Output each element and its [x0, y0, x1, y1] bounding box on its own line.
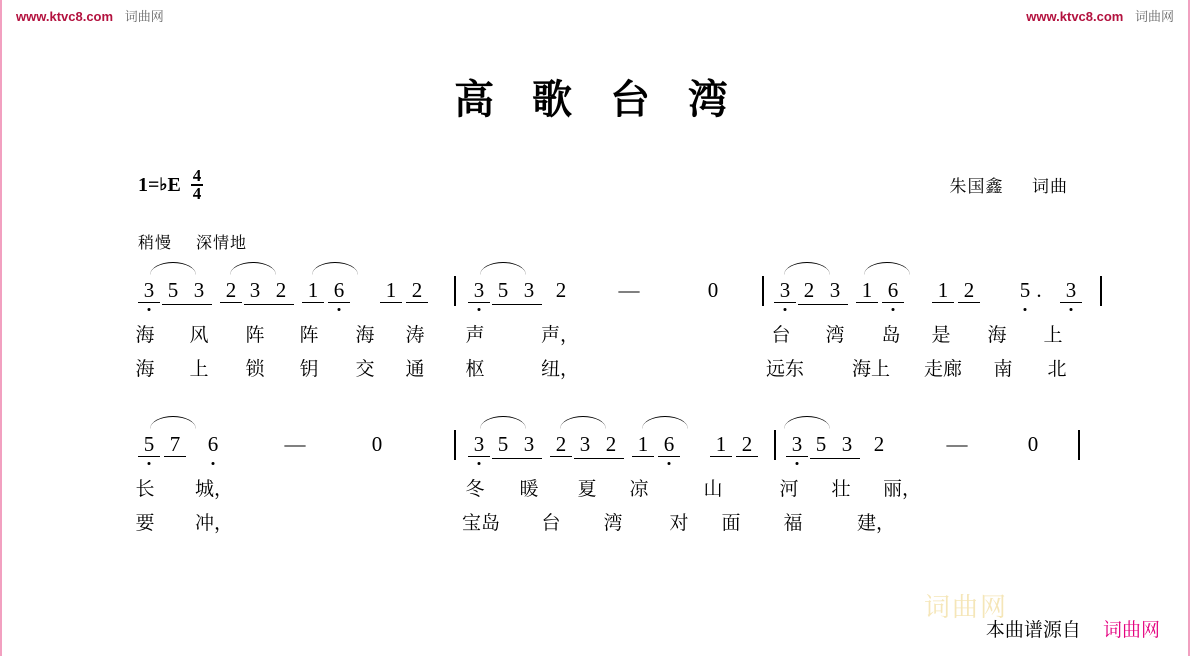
lyric: 建，: [856, 512, 895, 534]
lyric: 湾: [825, 324, 845, 346]
note: 6: [328, 278, 350, 303]
note: 2: [550, 432, 572, 457]
watermark-site-name: 词曲网: [124, 9, 164, 24]
note-rest: 0: [1027, 432, 1039, 456]
lyric: 走廊: [923, 358, 962, 380]
composer-role: 词曲: [1032, 177, 1068, 196]
lyric: 凉: [629, 478, 649, 500]
note: 6: [882, 278, 904, 303]
note-dash: —: [284, 432, 306, 456]
note-rest: 0: [371, 432, 383, 456]
tempo-speed: 稍慢: [138, 235, 173, 252]
lyric-row-1-verse1: [2, 320, 1190, 346]
note: 5: [497, 432, 509, 456]
lyric: 城，: [194, 478, 233, 500]
meter-denominator: 4: [192, 184, 202, 204]
lyric: 冬: [465, 478, 485, 500]
note: 2: [275, 278, 287, 302]
barline: [762, 276, 764, 306]
watermark-site-name: 词曲网: [1134, 9, 1174, 24]
note: 3: [193, 278, 205, 302]
note: 1: [380, 278, 402, 303]
note: 3: [841, 432, 853, 456]
note: 7: [164, 432, 186, 457]
note: 3: [774, 278, 796, 303]
lyric-row-2-verse2: [2, 508, 1190, 534]
barline: [1078, 430, 1080, 460]
lyric: 福: [783, 512, 803, 534]
note: 3: [829, 278, 841, 302]
note: 6: [202, 432, 224, 456]
lyric: 暖: [519, 478, 539, 500]
beam-group: [798, 278, 848, 302]
beam-group: [162, 278, 212, 302]
lyric: 台: [771, 324, 791, 346]
lyric: 是: [931, 324, 951, 346]
lyric-row-2-verse1: [2, 474, 1190, 500]
note: 6: [658, 432, 680, 457]
note: 2: [406, 278, 428, 303]
meter-numerator: 4: [192, 166, 202, 185]
lyric: 河: [779, 478, 799, 500]
note-dash: —: [946, 432, 968, 456]
beam-group: [492, 432, 542, 456]
lyric: 壮: [831, 478, 851, 500]
slur-icon: [150, 262, 196, 275]
watermark-right: [1026, 6, 1174, 25]
lyric: 风: [189, 324, 209, 346]
note: 1: [932, 278, 954, 303]
slur-icon: [864, 262, 910, 275]
lyric: 面: [721, 512, 741, 534]
footer-credit: [986, 615, 1160, 642]
note: 2: [736, 432, 758, 457]
lyric: 海上: [851, 358, 890, 380]
lyric: 丽，: [882, 478, 921, 500]
note: 3: [523, 278, 535, 302]
lyric: 声: [465, 324, 485, 346]
lyric: 远东: [765, 358, 804, 380]
flat-symbol: ♭: [159, 175, 168, 195]
lyric: 海: [135, 358, 155, 380]
lyric: 交: [355, 358, 375, 380]
note: 5: [167, 278, 179, 302]
tempo-marking: [138, 230, 247, 253]
lyric: 湾: [603, 512, 623, 534]
note: 5: [1014, 278, 1036, 302]
footer-site-link[interactable]: 词曲网: [1102, 619, 1160, 641]
beam-group: [574, 432, 624, 456]
note: 3: [579, 432, 591, 456]
note: 3: [1060, 278, 1082, 303]
key-signature: [138, 168, 203, 202]
lyric: 冲，: [194, 512, 233, 534]
slur-icon: [480, 262, 526, 275]
lyric: 北: [1047, 358, 1067, 380]
lyric-row-1-verse2: [2, 354, 1190, 380]
lyric: 通: [405, 358, 425, 380]
note: 3: [523, 432, 535, 456]
tempo-mood: 深情地: [196, 235, 248, 252]
lyric: 锁: [245, 358, 265, 380]
slur-icon: [230, 262, 276, 275]
slur-icon: [480, 416, 526, 429]
composer-name: 朱国鑫: [949, 177, 1004, 196]
time-signature: [191, 168, 204, 202]
footer-source-label: 本曲谱源自: [985, 619, 1081, 641]
note: 2: [605, 432, 617, 456]
lyric: 要: [135, 512, 155, 534]
key-note: E: [167, 173, 181, 196]
dot-duration: .: [1036, 278, 1042, 302]
beam-group: [244, 278, 294, 302]
note: 5: [138, 432, 160, 457]
slur-icon: [784, 416, 830, 429]
lyric: 上: [1043, 324, 1063, 346]
note: 5: [497, 278, 509, 302]
lyric: 海: [987, 324, 1007, 346]
note: 3: [786, 432, 808, 457]
barline: [454, 276, 456, 306]
note: 2: [803, 278, 815, 302]
lyric: 阵: [299, 324, 319, 346]
lyric: 声，: [540, 324, 579, 346]
footer-watermark-text: 词曲网: [923, 593, 1008, 623]
lyric: 海: [135, 324, 155, 346]
lyric: 上: [189, 358, 209, 380]
lyric: 南: [993, 358, 1013, 380]
note: 3: [138, 278, 160, 303]
lyric: 夏: [577, 478, 597, 500]
page-title: 高 歌 台 湾: [454, 76, 740, 123]
composer-credit: [950, 172, 1069, 197]
lyric: 长: [135, 478, 155, 500]
lyric: 海: [355, 324, 375, 346]
lyric: 涛: [405, 324, 425, 346]
note: 1: [856, 278, 878, 303]
lyric: 山: [703, 478, 723, 500]
note: 2: [958, 278, 980, 303]
note: 3: [468, 278, 490, 303]
beam-group: [492, 278, 542, 302]
note-rest: 0: [707, 278, 719, 302]
watermark-url: www.ktvc8.com: [16, 9, 114, 24]
note: 1: [632, 432, 654, 457]
lyric: 宝岛: [461, 512, 500, 534]
barline: [454, 430, 456, 460]
note: 1: [302, 278, 324, 303]
slur-icon: [312, 262, 358, 275]
lyric: 台: [541, 512, 561, 534]
note-row-2: [2, 432, 1190, 476]
lyric: 枢: [465, 358, 485, 380]
slur-icon: [150, 416, 196, 429]
lyric: 纽，: [540, 358, 579, 380]
key-prefix: 1=: [138, 173, 160, 196]
note: 2: [220, 278, 242, 303]
lyric: 岛: [881, 324, 901, 346]
lyric: 对: [669, 512, 689, 534]
note: 2: [555, 278, 567, 302]
slur-icon: [642, 416, 688, 429]
lyric: 阵: [245, 324, 265, 346]
note-dash: —: [618, 278, 640, 302]
note: 3: [468, 432, 490, 457]
slur-icon: [560, 416, 606, 429]
slur-icon: [784, 262, 830, 275]
lyric: 钥: [299, 358, 319, 380]
note-row-1: [2, 278, 1190, 322]
barline: [774, 430, 776, 460]
note: 5: [815, 432, 827, 456]
note: 3: [249, 278, 261, 302]
beam-group: [810, 432, 860, 456]
note: 2: [873, 432, 885, 456]
watermark-url: www.ktvc8.com: [1026, 9, 1124, 24]
watermark-left: [16, 6, 164, 25]
barline: [1100, 276, 1102, 306]
note: 1: [710, 432, 732, 457]
